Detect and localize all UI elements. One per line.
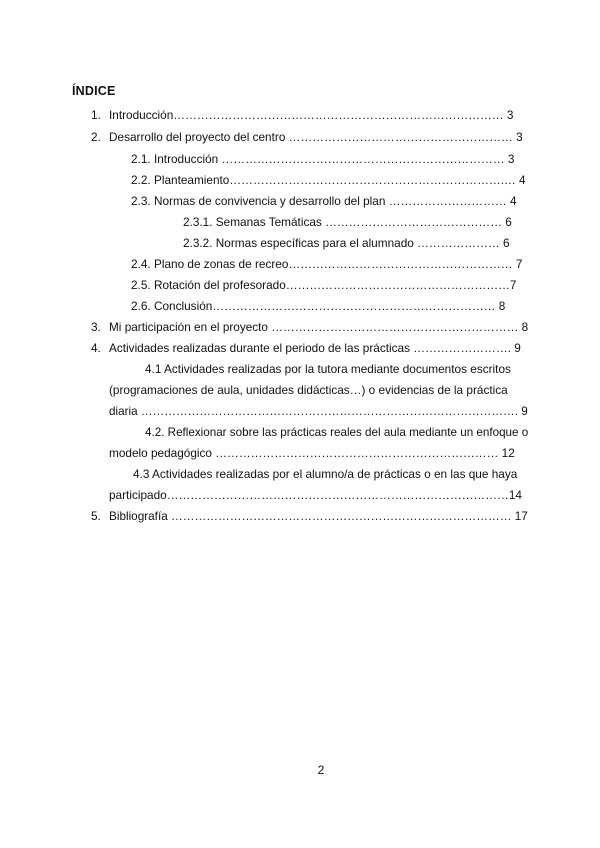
toc-entry-introduccion: Introducción………………………………………………………………………… 3 [109,108,514,122]
toc-entry-4-1-line2: (programaciones de aula, unidades didácticas…) o evidencias de la práctica [109,383,508,397]
toc-entry-2-6: 2.6. Conclusión……………………………………………………………… 8 [131,299,506,313]
toc-number-1: 1. [91,108,101,122]
toc-entry-4-1-line3: diaria ……………………………………………………………………………………. 9 [109,404,528,418]
toc-entry-participacion: Mi participación en el proyecto ……………………………………………………… 8 [109,320,529,334]
toc-entry-4-2-line1: 4.2. Reflexionar sobre las prácticas reales del aula mediante un enfoque o [145,425,529,439]
toc-entry-4-3-line1: 4.3 Actividades realizadas por el alumno/a de prácticas o en las que haya [133,467,518,481]
toc-number-2: 2. [91,130,101,144]
index-heading: ÍNDICE [72,84,116,98]
toc-entry-4-1-line1: 4.1 Actividades realizadas por la tutora mediante documentos escritos [145,362,511,376]
toc-entry-2-3: 2.3. Normas de convivencia y desarrollo del plan ………………………… 4 [131,194,517,208]
page-number: 2 [317,763,325,777]
toc-entry-2-1: 2.1. Introducción ……………………………………………………………… 3 [131,152,515,166]
toc-entry-actividades: Actividades realizadas durante el periodo de las prácticas ……………………. 9 [109,341,521,355]
toc-entry-2-2: 2.2. Planteamiento…………………………………………………………….… 4 [131,173,526,187]
toc-entry-desarrollo: Desarrollo del proyecto del centro ………………………………………………… 3 [109,130,523,144]
toc-entry-2-3-1: 2.3.1. Semanas Temáticas ……………………………………… 6 [183,215,512,229]
toc-number-4: 4. [91,341,101,355]
toc-entry-bibliografia: Bibliografía …………………………………………………………………………… 17 [109,509,528,523]
toc-entry-2-5: 2.5. Rotación del profesorado…………………………………………………7 [131,278,517,292]
toc-number-3: 3. [91,320,101,334]
toc-entry-2-3-2: 2.3.2. Normas específicas para el alumnado ………………… 6 [183,236,510,250]
toc-entry-4-2-line2: modelo pedagógico ……………………………………………………………… 12 [109,446,515,460]
toc-entry-2-4: 2.4. Plano de zonas de recreo………………………………………………… 7 [131,257,523,271]
toc-entry-4-3-line2: participado……………………………………………………………………………14 [109,488,522,502]
toc-number-5: 5. [91,509,101,523]
